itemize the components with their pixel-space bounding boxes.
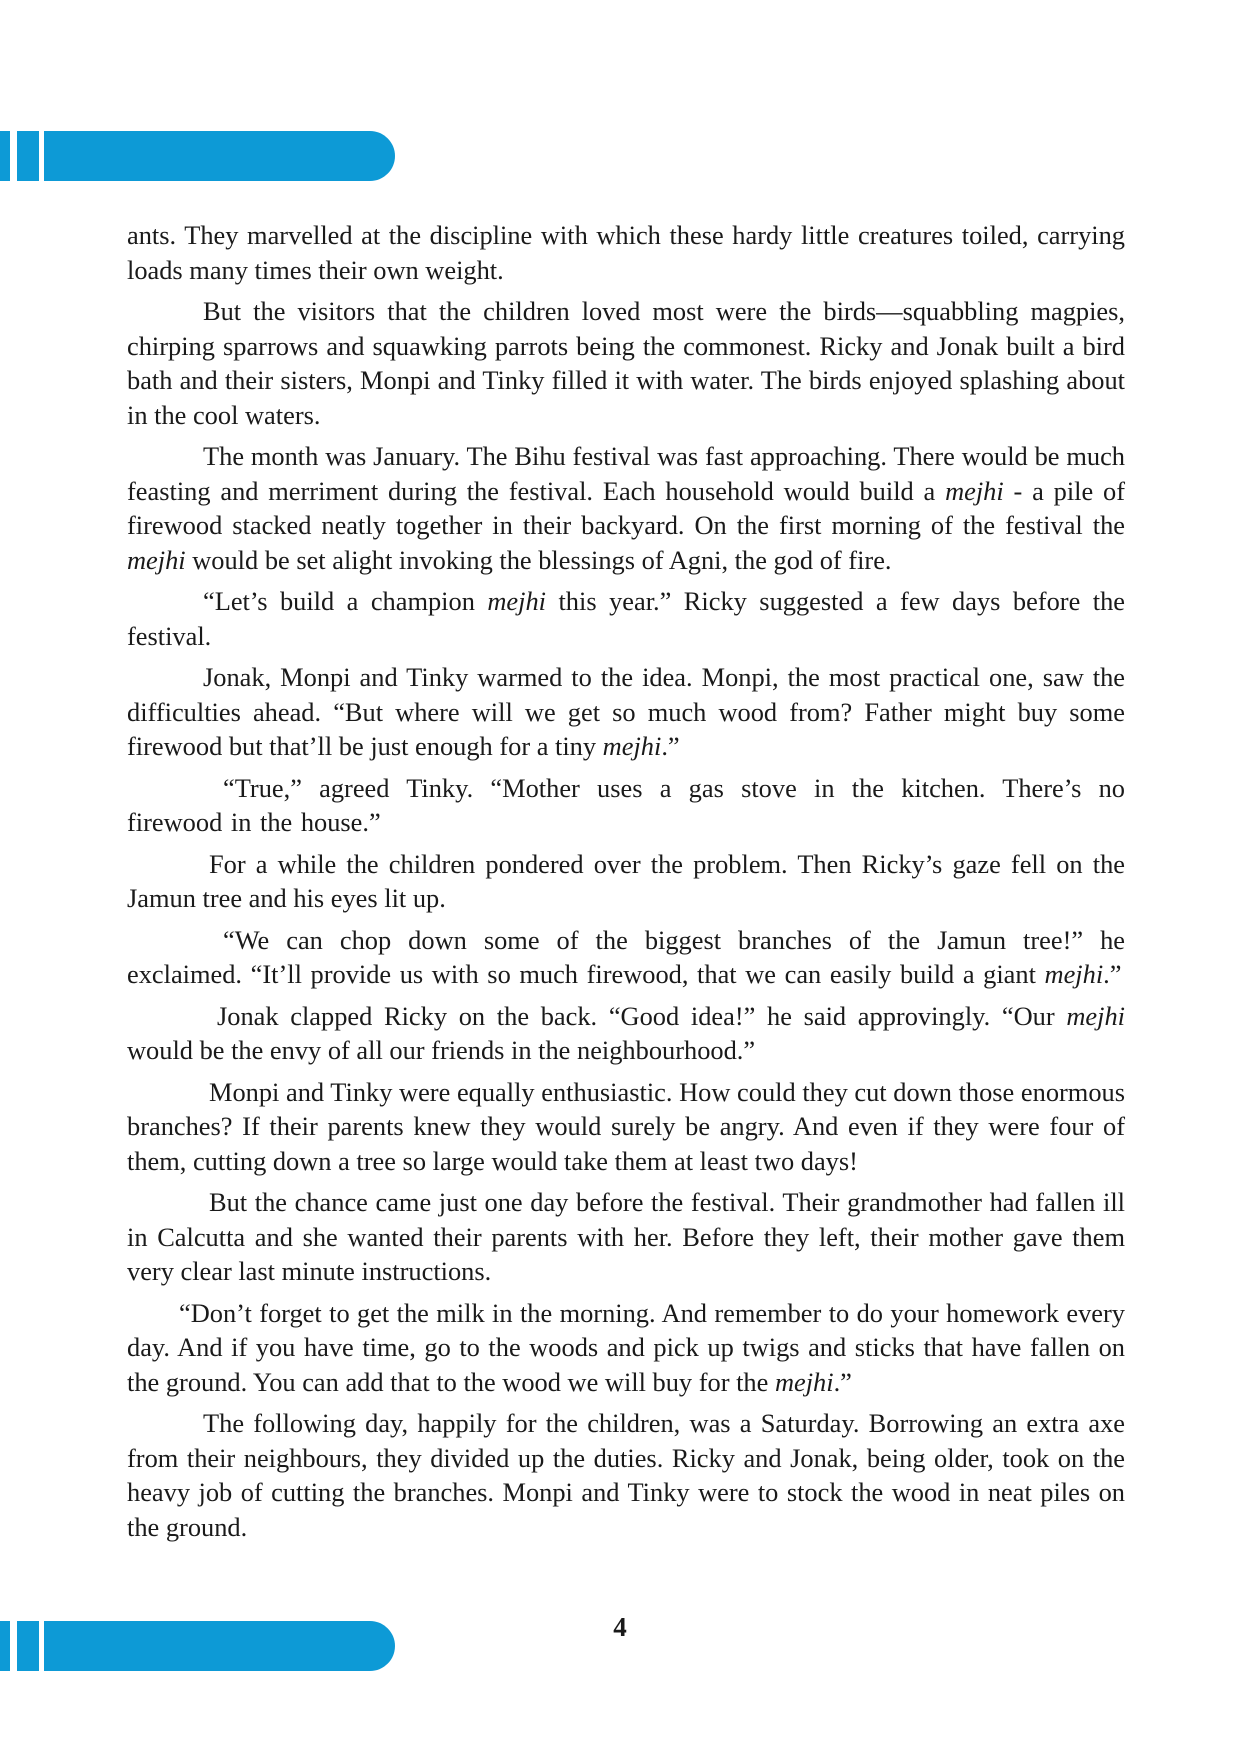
body-text (127, 218, 1125, 1551)
paragraph-7: For a while the children pondered over the problem. Then Ricky’s gaze fell on the Jamun tree and his eyes lit up. (127, 848, 1125, 913)
paragraph-3: The month was January. The Bihu festival was fast approaching. There would be much feasting and merriment during the festival. Each household would build a mejhi - a pile of firewood stacked neatly together in their backyard. On the first morning of the festival the mejhi would be set alight invoking the blessings of Agni, the god of fire. (127, 441, 1125, 575)
paragraph-11: But the chance came just one day before the festival. Their grandmother had fallen ill in Calcutta and she wanted their parents with her. Before they left, their mother gave them very clear last minute instructions. (127, 1187, 1125, 1286)
header-decorative-band (0, 131, 395, 181)
footer-band-stripe-thin (0, 1621, 10, 1671)
paragraph-1: ants. They marvelled at the discipline with which these hardy little creatures toiled, carrying loads many times their own weight. (127, 220, 1125, 285)
paragraph-9: Jonak clapped Ricky on the back. “Good idea!” he said approvingly. “Our mejhi would be the envy of all our friends in the neighbourhood.” (127, 1000, 1125, 1065)
term-mejhi: mejhi (602, 731, 662, 761)
term-mejhi: mejhi (945, 475, 1004, 506)
paragraph-4: “Let’s build a champion mejhi this year.” Ricky suggested a few days before the festival. (127, 586, 1125, 651)
header-band-stripe-thin (0, 131, 10, 181)
footer-band-stripe-thick (17, 1621, 39, 1671)
term-mejhi: mejhi (487, 586, 547, 616)
footer-band-pill (44, 1621, 395, 1671)
page-number: 4 (613, 1612, 627, 1642)
paragraph-13: The following day, happily for the children, was a Saturday. Borrowing an extra axe from their neighbours, they divided up the duties. Ricky and Jonak, being older, took on the heavy job of cutting the branches. Monpi and Tinky were to stock the wood in neat piles on the ground. (127, 1408, 1125, 1542)
paragraph-2: But the visitors that the children loved most were the birds—squabbling magpies, chirping sparrows and squawking parrots being the commonest. Ricky and Jonak built a bird bath and their sisters, Monpi and Tinky filled it with water. The birds enjoyed splashing about in the cool waters. (127, 296, 1125, 430)
header-band-stripe-thick (17, 131, 39, 181)
paragraph-10: Monpi and Tinky were equally enthusiastic. How could they cut down those enormous branches? If their parents knew they would surely be angry. And even if they were four of them, cutting down a tree so large would take them at least two days! (127, 1076, 1125, 1176)
header-band-pill (44, 131, 395, 181)
term-mejhi: mejhi (774, 1366, 834, 1397)
paragraph-8: “We can chop down some of the biggest branches of the Jamun tree!” he exclaimed. “It’ll provide us with so much firewood, that we can easily build a giant mejhi.” (127, 924, 1125, 989)
term-mejhi: mejhi (1066, 1000, 1125, 1031)
footer-decorative-band (0, 1621, 395, 1671)
term-mejhi: mejhi (127, 544, 186, 575)
term-mejhi: mejhi (1044, 959, 1104, 989)
paragraph-12: “Don’t forget to get the milk in the morning. And remember to do your homework every day. And if you have time, go to the woods and pick up twigs and sticks that have fallen on the ground. You can add that to the wood we will buy for the mejhi.” (127, 1297, 1125, 1397)
paragraph-5: Jonak, Monpi and Tinky warmed to the idea. Monpi, the most practical one, saw the difficulties ahead. “But where will we get so much wood from? Father might buy some firewood but that’ll be just enough for a tiny mejhi.” (127, 662, 1125, 761)
paragraph-6: “True,” agreed Tinky. “Mother uses a gas stove in the kitchen. There’s no firewood in the house.” (127, 772, 1125, 837)
